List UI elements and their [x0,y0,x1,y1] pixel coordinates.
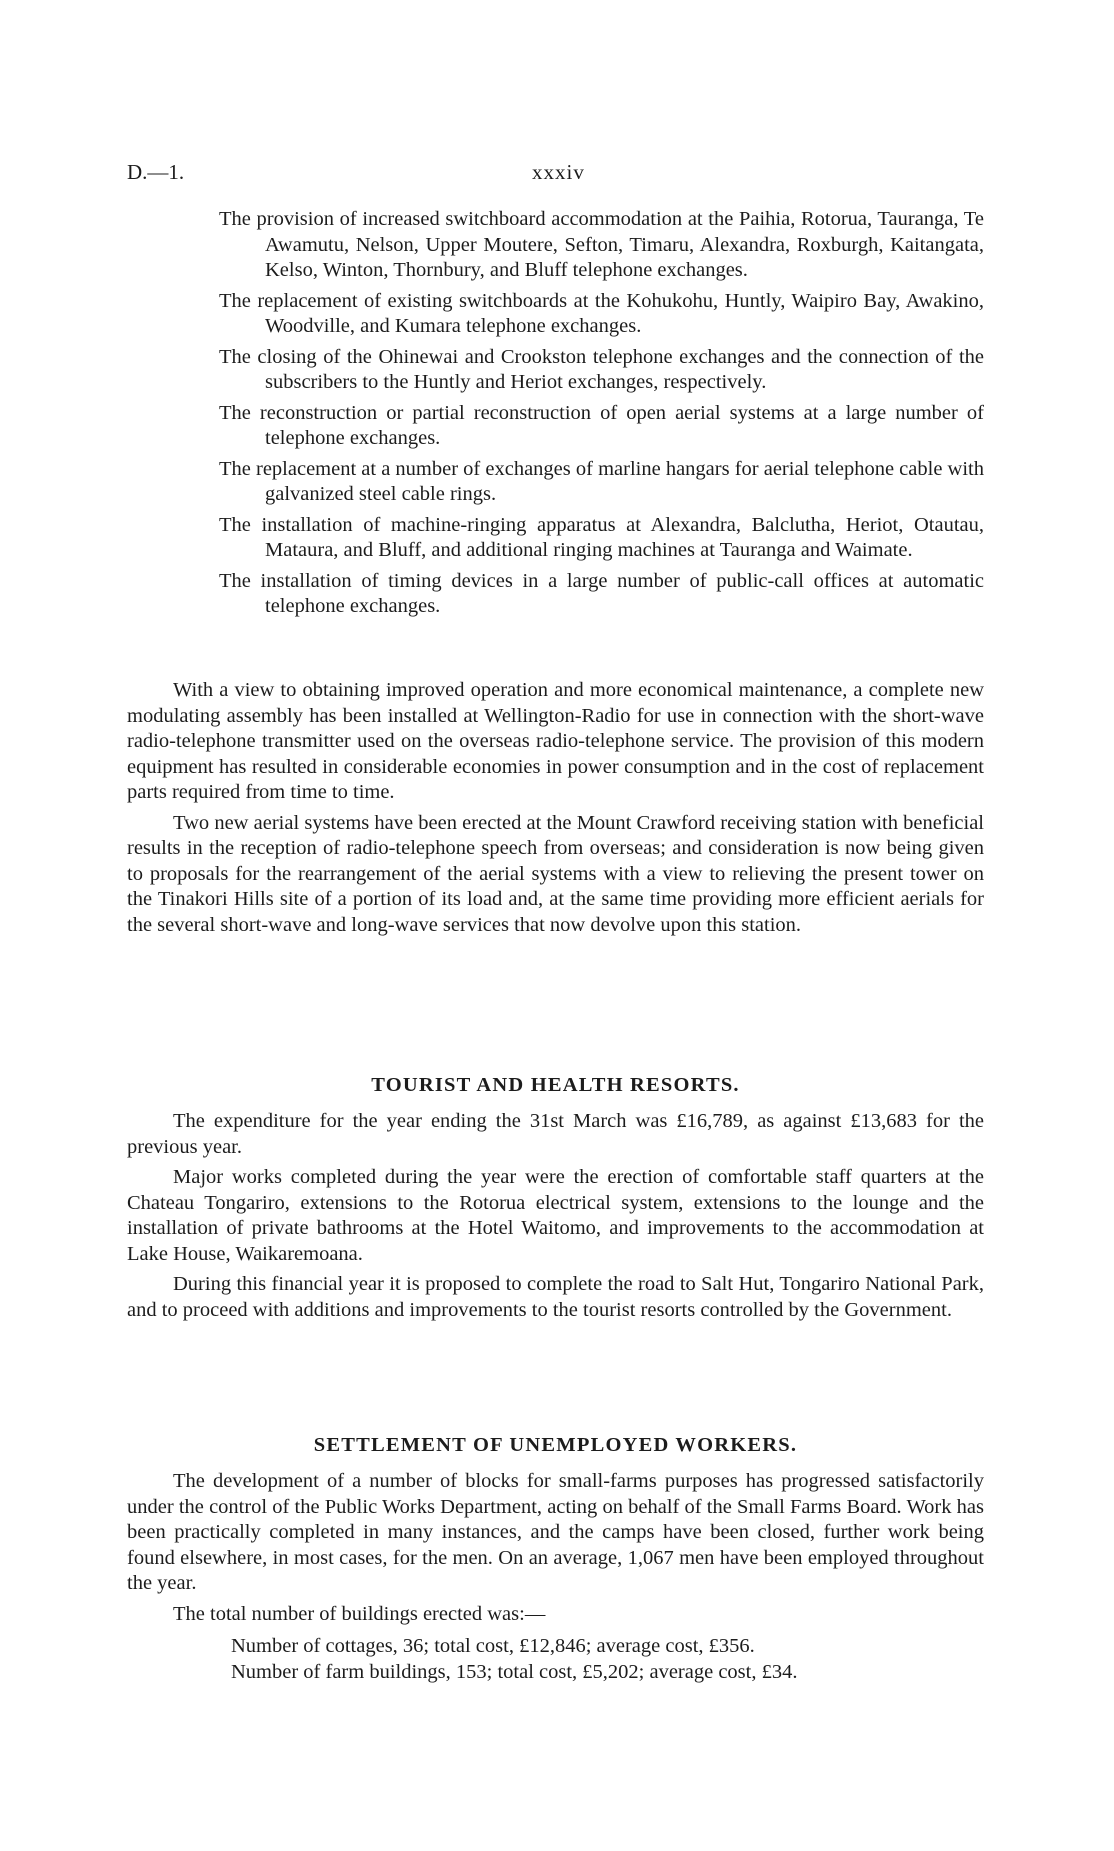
page-number: xxxiv [532,160,585,184]
body-paragraph: The expenditure for the year ending the 31st March was £16,789, as against £13,683 for the previous year. [127,1110,984,1158]
body-paragraph: Two new aerial systems have been erected at the Mount Crawford receiving station with beneficial results in the reception of radio-telephone speech from overseas; and consideration is now being given to proposals for the rearrangement of the aerial systems with a view to relieving the present tower on the Tinakori Hills site of a portion of its load and, at the same time providing more efficient aerials for the several short-wave and long-wave services that now devolve upon this station. [127,811,984,936]
works-item: The installation of machine-ringing apparatus at Alexandra, Balclutha, Heriot, Otautau, Mataura, and Bluff, and additional ringing machines at Tauranga and Waimate. [219,513,984,561]
buildings-line: Number of cottages, 36; total cost, £12,846; average cost, £356. [231,1635,755,1657]
works-list [219,207,984,625]
section-heading: SETTLEMENT OF UNEMPLOYED WORKERS. [313,1434,798,1456]
page-header [127,160,987,190]
body-paragraph: The development of a number of blocks for small-farms purposes has progressed satisfactorily under the control of the Public Works Department, acting on behalf of the Small Farms Board. Work has been practically completed in many instances, and the camps have been closed, further work being found elsewhere, in most cases, for the men. On an average, 1,067 men have been employed throughout the year. [127,1470,984,1594]
body-paragraph: During this financial year it is proposed to complete the road to Salt Hut, Tongariro National Park, and to proceed with additions and improvements to the tourist resorts controlled by the Government. [127,1273,984,1321]
works-item: The installation of timing devices in a large number of public-call offices at automatic telephone exchanges. [219,569,984,617]
body-paragraph: Major works completed during the year were the erection of comfortable staff quarters at the Chateau Tongariro, extensions to the Rotorua electrical system, extensions to the lounge and the installation of private bathrooms at the Hotel Waitomo, and improvements to the accommodation at Lake House, Waikaremoana. [127,1166,984,1265]
tourist-section [127,1074,984,1328]
works-item: The reconstruction or partial reconstruction of open aerial systems at a large number of telephone exchanges. [219,401,984,449]
settlement-section [127,1434,984,1685]
buildings-list [127,1633,984,1685]
works-item: The replacement of existing switchboards at the Kohukohu, Huntly, Waipiro Bay, Awakino, Woodville, and Kumara telephone exchanges. [219,289,984,337]
document-reference: D.—1. [127,160,185,184]
body-paragraph: With a view to obtaining improved operation and more economical maintenance, a complete new modulating assembly has been installed at Wellington-Radio for use in connection with the short-wave radio-telephone transmitter used on the overseas radio-telephone service. The provision of this modern equipment has resulted in considerable economies in power consumption and in the cost of replacement parts required from time to time. [127,679,984,803]
works-item: The replacement at a number of exchanges of marline hangars for aerial telephone cable with galvanized steel cable rings. [219,457,984,505]
radio-section [127,678,984,943]
works-item: The provision of increased switchboard accommodation at the Paihia, Rotorua, Tauranga, Te Awamutu, Nelson, Upper Moutere, Sefton, Timaru, Alexandra, Roxburgh, Kaitangata, Kelso, Winton, Thornbury, and Bluff telephone exchanges. [219,208,984,281]
works-item: The closing of the Ohinewai and Crookston telephone exchanges and the connection of the subscribers to the Huntly and Heriot exchanges, respectively. [219,345,984,393]
body-paragraph: The total number of buildings erected was:— [173,1602,546,1625]
buildings-line: Number of farm buildings, 153; total cost, £5,202; average cost, £34. [231,1661,798,1683]
section-heading: TOURIST AND HEALTH RESORTS. [371,1074,740,1096]
